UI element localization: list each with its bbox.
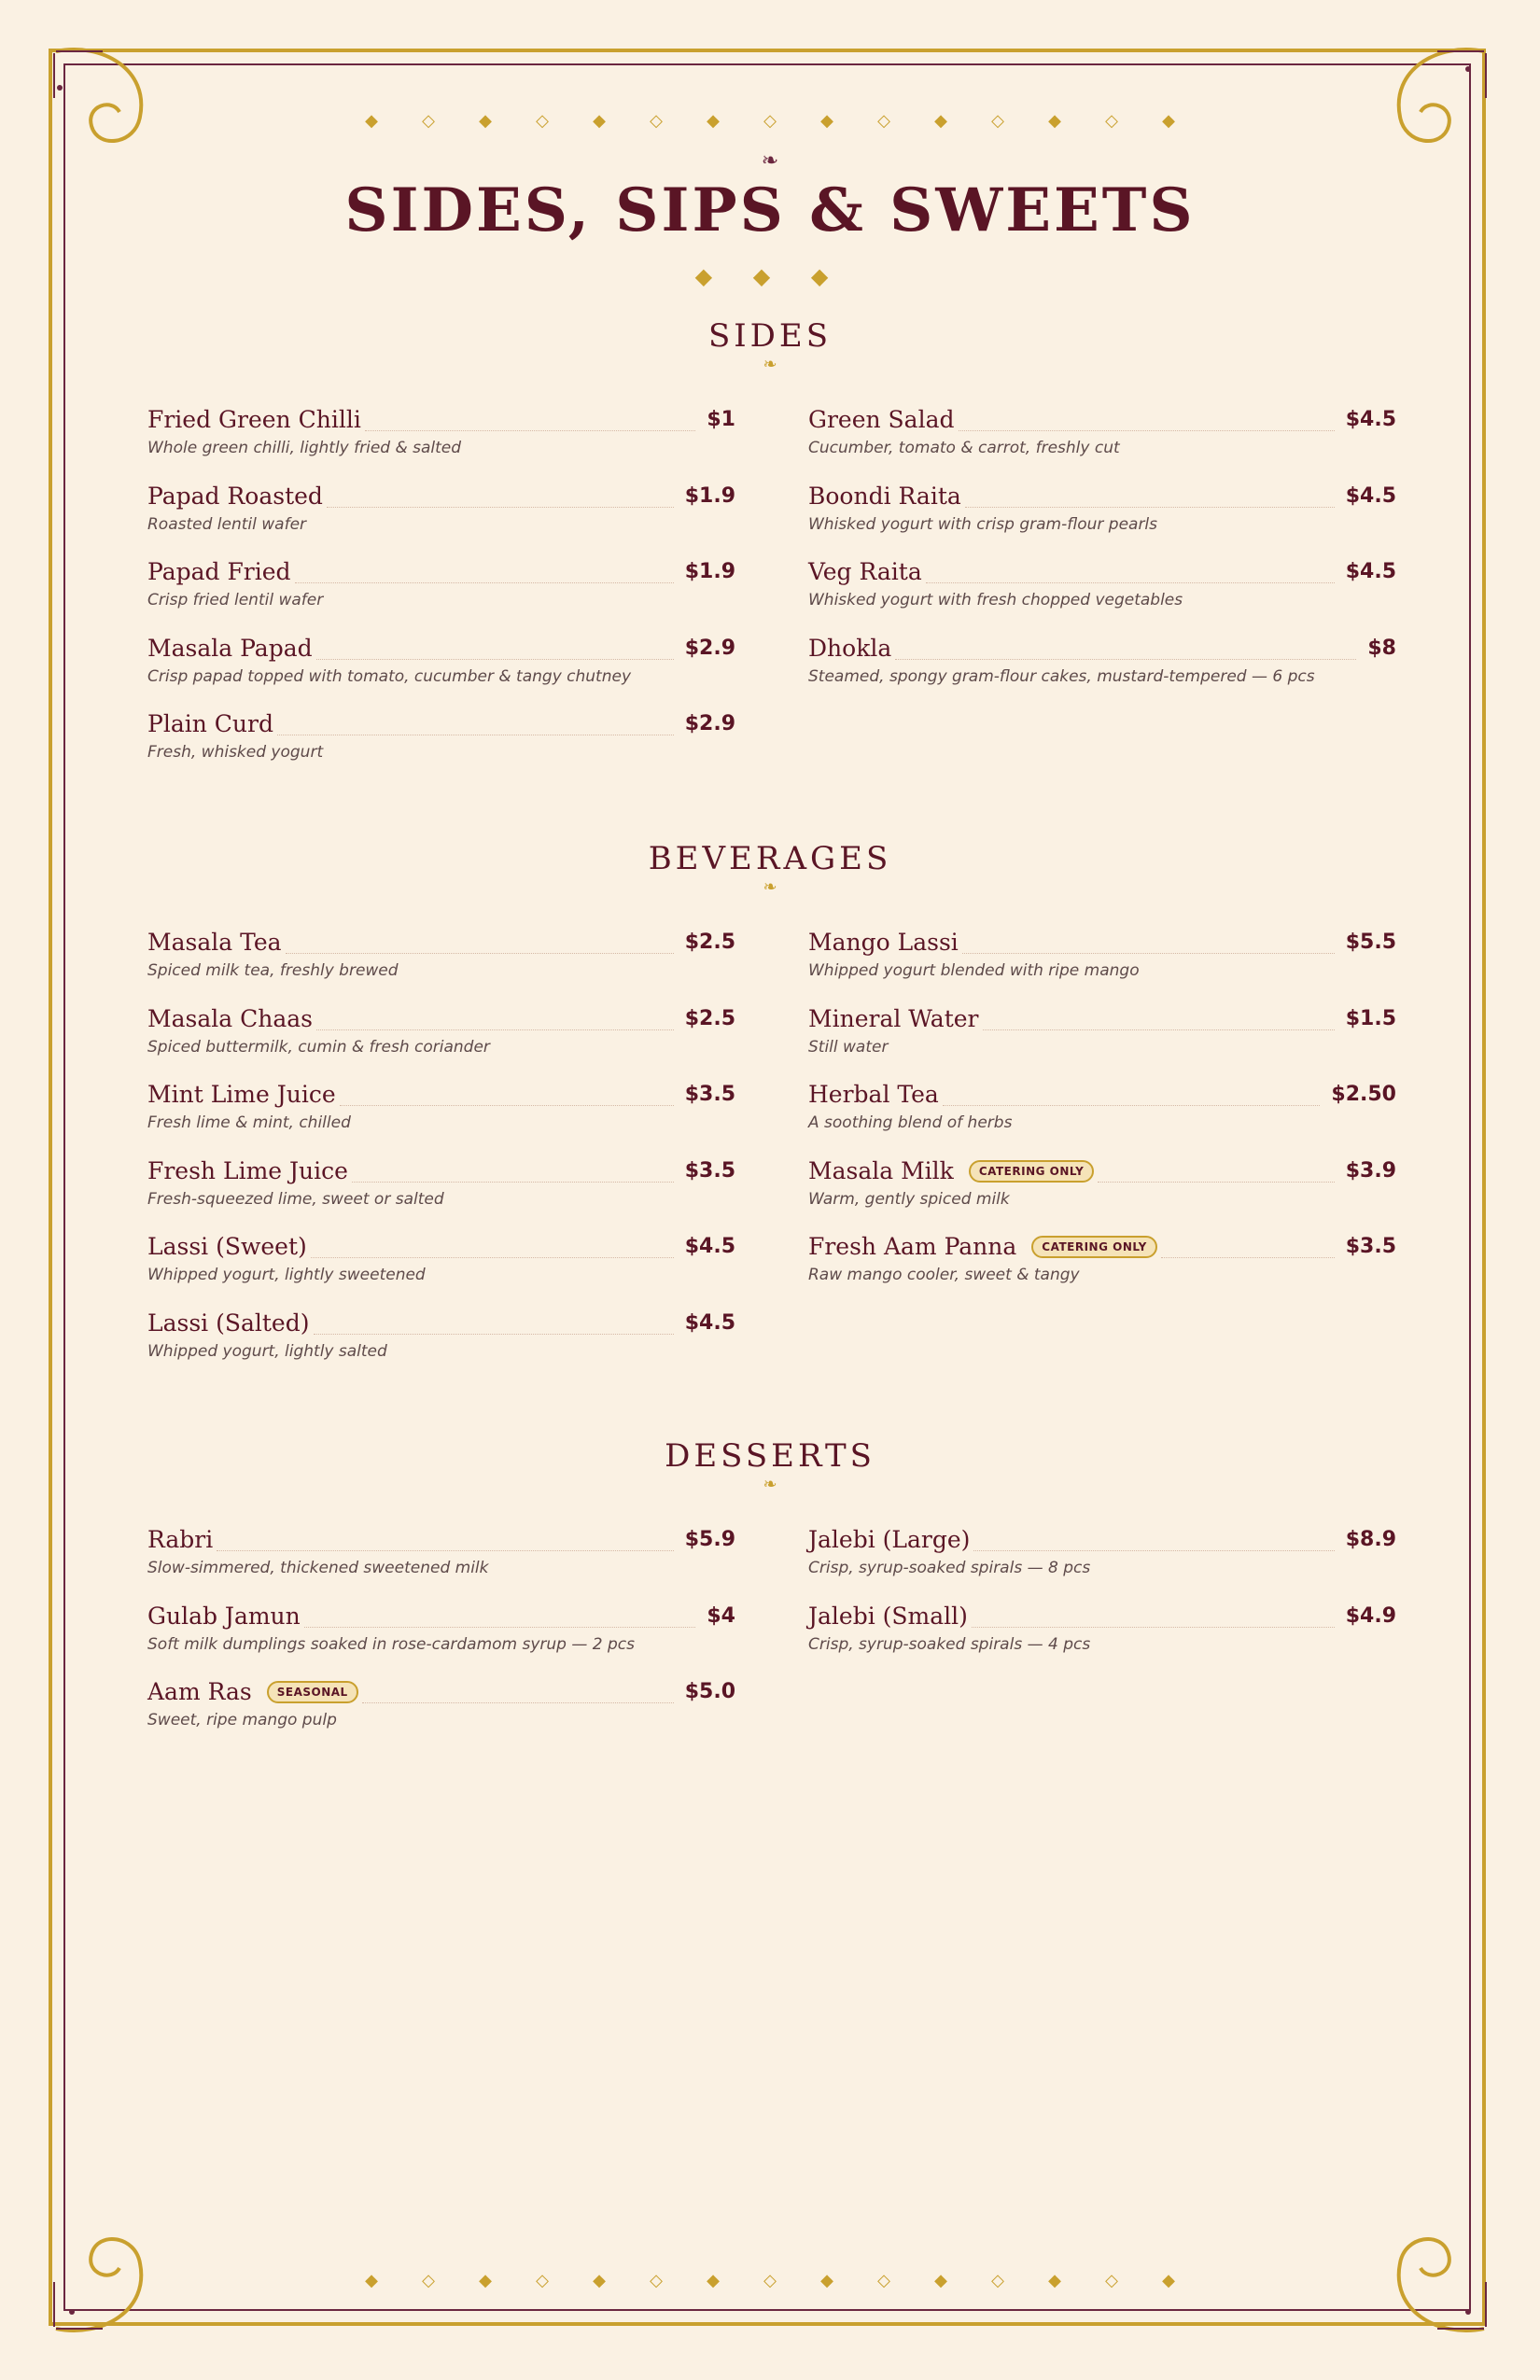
item-price: $4.5 — [684, 1310, 735, 1335]
filled-diamond-icon: ◆ — [1162, 2271, 1175, 2290]
outline-diamond-icon: ◇ — [1105, 111, 1118, 131]
menu-item — [808, 1598, 1396, 1674]
menu-item — [147, 1598, 735, 1674]
item-name: Papad Roasted — [147, 482, 323, 510]
item-badge: CATERING ONLY — [1031, 1236, 1157, 1258]
dotted-leader — [327, 506, 674, 508]
item-description: Still water — [808, 1037, 889, 1057]
menu-item — [147, 1673, 735, 1750]
outline-diamond-icon: ◇ — [650, 111, 663, 131]
dotted-leader — [1098, 1181, 1334, 1183]
menu-item — [147, 706, 735, 782]
menu-item-header — [147, 1153, 735, 1186]
filled-diamond-icon: ◆ — [1162, 111, 1175, 131]
item-description: Crisp, syrup-soaked spirals — 4 pcs — [808, 1634, 1091, 1654]
item-price: $3.5 — [684, 1158, 735, 1183]
item-name: Lassi (Sweet) — [147, 1233, 307, 1260]
item-description: Whipped yogurt blended with ripe mango — [808, 961, 1140, 980]
item-description: Crisp papad topped with tomato, cucumber & tangy chutney — [147, 666, 632, 686]
item-price: $1.5 — [1345, 1006, 1396, 1030]
menu-item-header — [808, 553, 1396, 587]
dotted-leader — [277, 734, 674, 735]
menu-item-header — [147, 401, 735, 435]
dotted-leader — [352, 1181, 674, 1183]
menu-item-header — [147, 478, 735, 511]
menu-item — [147, 478, 735, 554]
item-description: Spiced milk tea, freshly brewed — [147, 961, 399, 980]
dotted-leader — [959, 429, 1335, 431]
item-name: Mango Lassi — [808, 929, 959, 956]
fleuron-icon: ❧ — [761, 149, 779, 173]
corner-dot — [69, 2309, 75, 2315]
item-description: Crisp, syrup-soaked spirals — 8 pcs — [808, 1559, 1091, 1577]
item-description: Crisp fried lentil wafer — [147, 591, 324, 609]
corner-ornament-top-left — [47, 42, 159, 154]
item-description: Spiced buttermilk, cumin & fresh coriander — [147, 1037, 490, 1057]
menu-item — [808, 1228, 1396, 1305]
section-desserts — [0, 1435, 1540, 1497]
item-name: Aam Ras — [147, 1678, 252, 1705]
menu-item-header — [808, 1076, 1396, 1110]
outline-diamond-icon: ◇ — [763, 111, 777, 131]
menu-item — [808, 1153, 1396, 1229]
filled-diamond-icon: ◆ — [820, 2271, 833, 2290]
item-description: Warm, gently spiced milk — [808, 1189, 1010, 1209]
dotted-leader — [962, 952, 1335, 954]
item-description: Fresh-squeezed lime, sweet or salted — [147, 1189, 444, 1209]
menu-item — [808, 401, 1396, 478]
outline-diamond-icon: ◇ — [877, 2271, 890, 2290]
menu-item — [147, 401, 735, 478]
item-price: $2.5 — [684, 1006, 735, 1030]
filled-diamond-icon: ◆ — [934, 111, 947, 131]
menu-item-header — [808, 401, 1396, 435]
item-name: Fried Green Chilli — [147, 406, 361, 433]
item-description: Fresh lime & mint, chilled — [147, 1113, 351, 1132]
menu-item-header — [147, 924, 735, 958]
diamond-border-bottom — [0, 2270, 1540, 2292]
item-name: Boondi Raita — [808, 482, 961, 510]
menu-item-header — [808, 630, 1396, 664]
item-name: Jalebi (Large) — [808, 1526, 971, 1553]
menu-item — [147, 1521, 735, 1598]
menu-item-header — [147, 706, 735, 739]
menu-column-right — [808, 1521, 1396, 1673]
filled-diamond-icon: ◆ — [593, 2271, 606, 2290]
outline-diamond-icon: ◇ — [650, 2271, 663, 2290]
item-name: Lassi (Salted) — [147, 1309, 310, 1337]
item-price: $4.5 — [1345, 560, 1396, 583]
menu-item-header — [808, 1598, 1396, 1631]
menu-column-left — [147, 401, 735, 782]
filled-diamond-icon: ◆ — [365, 2271, 378, 2290]
item-price: $8 — [1367, 636, 1396, 660]
item-name: Masala Chaas — [147, 1004, 313, 1032]
corner-ornament-top-right — [1381, 42, 1493, 154]
fleuron-icon: ❧ — [763, 877, 777, 897]
menu-item-header — [147, 553, 735, 587]
menu-item — [147, 553, 735, 630]
corner-dot — [1465, 2309, 1471, 2315]
item-name: Rabri — [147, 1526, 214, 1553]
item-name: Veg Raita — [808, 558, 922, 585]
item-price: $4.5 — [1345, 408, 1396, 431]
filled-diamond-icon: ◆ — [593, 111, 606, 131]
item-price: $3.5 — [1345, 1235, 1396, 1258]
item-name: Masala Papad — [147, 634, 313, 662]
item-price: $4.5 — [684, 1235, 735, 1258]
menu-item-header — [147, 1076, 735, 1110]
menu-item-header — [808, 1153, 1396, 1186]
filled-diamond-icon: ◆ — [1048, 111, 1061, 131]
menu-item-header — [147, 1305, 735, 1338]
dotted-leader — [304, 1626, 696, 1628]
item-price: $2.50 — [1331, 1083, 1396, 1106]
corner-dot — [1465, 66, 1471, 72]
menu-item — [147, 924, 735, 1001]
item-description: Raw mango cooler, sweet & tangy — [808, 1266, 1080, 1284]
menu-item-header — [147, 1228, 735, 1262]
menu-item — [808, 553, 1396, 630]
item-price: $2.9 — [684, 636, 735, 660]
filled-diamond-icon: ◆ — [707, 2271, 720, 2290]
outline-diamond-icon: ◇ — [536, 2271, 549, 2290]
item-description: Fresh, whisked yogurt — [147, 743, 324, 762]
item-name: Fresh Aam Panna — [808, 1233, 1017, 1260]
item-description: Sweet, ripe mango pulp — [147, 1711, 337, 1729]
outline-diamond-icon: ◇ — [536, 111, 549, 131]
menu-item — [808, 630, 1396, 707]
item-description: Whole green chilli, lightly fried & salted — [147, 439, 462, 457]
dotted-leader — [1161, 1256, 1335, 1258]
dotted-leader — [943, 1104, 1321, 1106]
menu-item — [147, 1001, 735, 1077]
item-description: Steamed, spongy gram-flour cakes, mustard-tempered — 6 pcs — [808, 666, 1315, 686]
menu-item — [147, 1305, 735, 1381]
item-price: $3.9 — [1345, 1158, 1396, 1183]
outline-diamond-icon: ◇ — [991, 2271, 1004, 2290]
page-title: SIDES, SIPS & SWEETS — [344, 175, 1196, 245]
item-name: Green Salad — [808, 406, 955, 433]
dotted-leader — [316, 1029, 674, 1030]
menu-item-header — [147, 1001, 735, 1034]
section-title: DESSERTS — [665, 1437, 875, 1475]
menu-item — [147, 1228, 735, 1305]
item-description: A soothing blend of herbs — [808, 1113, 1013, 1132]
menu-item-header — [147, 1598, 735, 1631]
fleuron-icon: ❧ — [763, 1475, 777, 1494]
menu-item-header — [808, 1228, 1396, 1262]
menu-item — [808, 1076, 1396, 1153]
outline-diamond-icon: ◇ — [1105, 2271, 1118, 2290]
item-name: Herbal Tea — [808, 1081, 939, 1108]
dotted-leader — [965, 506, 1335, 508]
menu-item-header — [808, 1521, 1396, 1555]
item-price: $5.5 — [1345, 931, 1396, 954]
item-price: $4.5 — [1345, 483, 1396, 508]
item-description: Cucumber, tomato & carrot, freshly cut — [808, 439, 1120, 457]
menu-item — [147, 1153, 735, 1229]
menu-item — [147, 1076, 735, 1153]
item-price: $5.0 — [684, 1680, 735, 1703]
menu-column-left — [147, 1521, 735, 1750]
dotted-leader — [286, 952, 674, 954]
outline-diamond-icon: ◇ — [422, 111, 435, 131]
fleuron-icon: ❧ — [763, 355, 777, 374]
item-name: Papad Fried — [147, 558, 291, 585]
menu-column-right — [808, 924, 1396, 1305]
menu-column-left — [147, 924, 735, 1380]
item-name: Masala Milk — [808, 1156, 954, 1184]
dotted-leader — [895, 658, 1356, 660]
item-badge: SEASONAL — [267, 1681, 358, 1703]
menu-item — [808, 1521, 1396, 1598]
dotted-leader — [983, 1029, 1335, 1030]
menu-item-header — [808, 1001, 1396, 1034]
dotted-leader — [972, 1626, 1335, 1628]
section-title: SIDES — [707, 317, 833, 355]
item-description: Roasted lentil wafer — [147, 514, 307, 534]
item-name: Jalebi (Small) — [808, 1602, 968, 1630]
item-description: Whipped yogurt, lightly sweetened — [147, 1266, 426, 1284]
item-description: Whipped yogurt, lightly salted — [147, 1341, 387, 1361]
filled-diamond-icon: ◆ — [365, 111, 378, 131]
filled-diamond-icon: ◆ — [479, 111, 492, 131]
diamond-border-top — [0, 110, 1540, 133]
outline-diamond-icon: ◇ — [422, 2271, 435, 2290]
menu-item-header — [808, 924, 1396, 958]
outline-diamond-icon: ◇ — [763, 2271, 777, 2290]
outline-diamond-icon: ◇ — [991, 111, 1004, 131]
item-price: $5.9 — [684, 1528, 735, 1551]
item-name: Plain Curd — [147, 710, 273, 737]
item-name: Fresh Lime Juice — [147, 1156, 348, 1184]
dotted-leader — [340, 1104, 674, 1106]
dotted-leader — [362, 1701, 674, 1703]
dotted-leader — [365, 429, 696, 431]
item-name: Mineral Water — [808, 1004, 979, 1032]
item-price: $1 — [707, 408, 735, 431]
menu-item — [147, 630, 735, 707]
filled-diamond-icon: ◆ — [707, 111, 720, 131]
dotted-leader — [295, 581, 674, 583]
filled-diamond-icon: ◆ — [820, 111, 833, 131]
item-price: $4.9 — [1345, 1603, 1396, 1628]
menu-item-header — [808, 478, 1396, 511]
item-name: Gulab Jamun — [147, 1602, 301, 1630]
item-description: Whisked yogurt with fresh chopped vegetables — [808, 591, 1183, 609]
dotted-leader — [316, 658, 674, 660]
dotted-leader — [311, 1256, 674, 1258]
menu-item-header — [147, 1521, 735, 1555]
item-price: $1.9 — [684, 483, 735, 508]
filled-diamond-icon: ◆ — [479, 2271, 492, 2290]
menu-item — [808, 1001, 1396, 1077]
section-title: BEVERAGES — [648, 840, 892, 877]
item-description: Slow-simmered, thickened sweetened milk — [147, 1559, 489, 1577]
dotted-leader — [973, 1549, 1334, 1551]
outline-diamond-icon: ◇ — [877, 111, 890, 131]
item-price: $2.5 — [684, 931, 735, 954]
item-name: Dhokla — [808, 634, 892, 662]
item-price: $2.9 — [684, 712, 735, 735]
dotted-leader — [217, 1549, 673, 1551]
item-price: $1.9 — [684, 560, 735, 583]
menu-item-header — [147, 1673, 735, 1707]
item-description: Soft milk dumplings soaked in rose-cardamom syrup — 2 pcs — [147, 1634, 635, 1654]
item-name: Mint Lime Juice — [147, 1081, 336, 1108]
filled-diamond-icon: ◆ — [934, 2271, 947, 2290]
item-price: $8.9 — [1345, 1528, 1396, 1551]
item-description: Whisked yogurt with crisp gram-flour pearls — [808, 514, 1158, 534]
filled-diamond-icon: ◆ — [1048, 2271, 1061, 2290]
section-beverages — [0, 838, 1540, 900]
menu-column-right — [808, 401, 1396, 706]
item-name: Masala Tea — [147, 929, 282, 956]
menu-item-header — [147, 630, 735, 664]
menu-item — [808, 924, 1396, 1001]
item-badge: CATERING ONLY — [969, 1160, 1095, 1183]
dotted-leader — [314, 1333, 674, 1335]
title-diamond-ornament: ◆ ◆ ◆ — [694, 263, 846, 289]
item-price: $3.5 — [684, 1083, 735, 1106]
item-price: $4 — [707, 1603, 735, 1628]
dotted-leader — [926, 581, 1335, 583]
menu-item — [808, 478, 1396, 554]
corner-dot — [57, 85, 63, 91]
section-sides — [0, 315, 1540, 377]
